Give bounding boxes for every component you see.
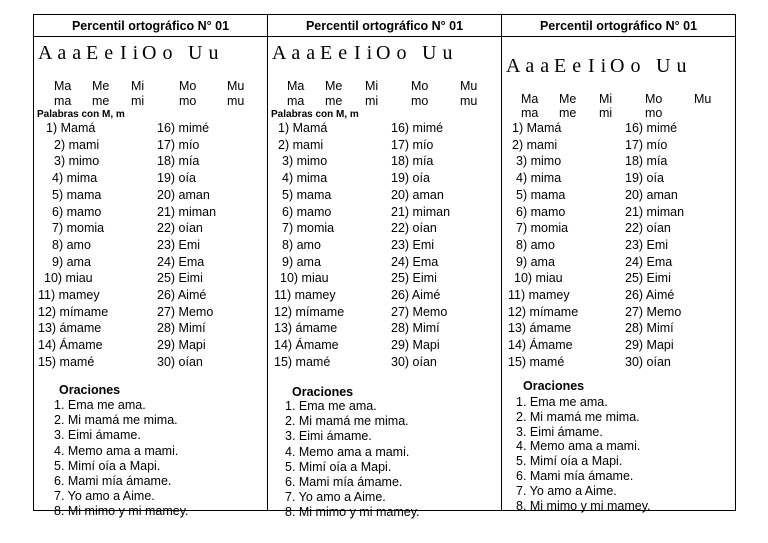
- title-divider: [34, 36, 267, 37]
- card-column-1: [34, 15, 267, 519]
- syllable: mo: [645, 106, 663, 120]
- word-item: 17) mío: [157, 137, 200, 152]
- word-item: 10) miau: [514, 271, 563, 286]
- vowel-pair: O o: [142, 42, 173, 64]
- syllable: Mu: [227, 79, 245, 93]
- sentence-item: 8. Mi mimo y mi mamey.: [285, 505, 420, 520]
- vowel-pair: E e: [86, 42, 114, 64]
- word-item: 20) aman: [625, 187, 678, 202]
- sentence-item: 4. Memo ama a mami.: [54, 443, 179, 458]
- word-item: 1) Mamá: [278, 121, 328, 135]
- vowel-pair: A a a: [38, 42, 82, 64]
- word-item: 4) mima: [52, 171, 98, 186]
- syllable: Me: [92, 79, 110, 93]
- word-item: 5) mama: [282, 187, 332, 202]
- word-item: 11) mamey: [38, 288, 100, 302]
- word-item: 8) amo: [516, 237, 555, 252]
- sentence-item: 4. Memo ama a mami.: [516, 439, 641, 454]
- word-item: 15) mamé: [274, 354, 331, 369]
- word-item: 14) Ámame: [508, 338, 573, 353]
- sentence-item: 7. Yo amo a Aime.: [54, 489, 155, 504]
- word-item: 25) Eimi: [391, 271, 437, 286]
- word-item: 24) Ema: [157, 254, 205, 269]
- syllable: Ma: [287, 79, 305, 93]
- sentence-item: 2. Mi mamá me mima.: [285, 414, 409, 429]
- word-item: 6) mamo: [282, 204, 332, 219]
- sentence-item: 3. Eimi ámame.: [54, 428, 141, 443]
- word-item: 29) Mapi: [391, 338, 440, 353]
- vowel-pair: U u: [188, 42, 219, 64]
- syllable: mu: [460, 94, 478, 108]
- word-item: 3) mimo: [282, 154, 328, 169]
- sentence-item: 5. Mimí oía a Mapi.: [285, 459, 392, 474]
- syllable: ma: [287, 94, 305, 108]
- sentence-item: 2. Mi mamá me mima.: [516, 409, 640, 424]
- sentences-heading: Oraciones: [292, 385, 354, 399]
- word-item: 10) miau: [280, 271, 329, 286]
- syllable: mi: [599, 106, 613, 120]
- word-item: 6) mamo: [516, 204, 566, 219]
- word-item: 16) mimé: [625, 121, 678, 135]
- word-item: 25) Eimi: [625, 271, 671, 286]
- sentence-item: 6. Mami mía ámame.: [516, 469, 634, 483]
- title-divider: [502, 36, 735, 37]
- card-column-2: [267, 15, 501, 520]
- sentence-item: 5. Mimí oía a Mapi.: [516, 454, 623, 469]
- word-item: 21) miman: [391, 204, 451, 219]
- word-item: 2) mami: [54, 137, 100, 152]
- sentence-item: 3. Eimi ámame.: [285, 429, 372, 444]
- word-item: 26) Aimé: [157, 288, 207, 302]
- word-item: 13) ámame: [38, 321, 102, 336]
- syllable: Me: [325, 79, 343, 93]
- word-item: 22) oían: [625, 221, 671, 236]
- word-item: 16) mimé: [391, 121, 444, 135]
- word-item: 24) Ema: [625, 254, 673, 269]
- syllable: Mi: [365, 79, 379, 93]
- word-item: 7) momia: [516, 221, 569, 236]
- syllable: ma: [54, 94, 72, 108]
- word-item: 15) mamé: [508, 354, 565, 369]
- card-title: Percentil ortográfico N° 01: [539, 19, 698, 33]
- word-item: 28) Mimí: [625, 321, 674, 336]
- word-item: 29) Mapi: [625, 338, 674, 353]
- word-item: 1) Mamá: [512, 121, 562, 135]
- card-title: Percentil ortográfico N° 01: [305, 19, 464, 33]
- vowel-pair: I i: [588, 55, 607, 77]
- syllable: Mo: [645, 92, 663, 106]
- word-item: 8) amo: [52, 237, 91, 252]
- word-item: 20) aman: [157, 187, 210, 202]
- sentences-heading: Oraciones: [523, 379, 585, 393]
- syllable: mu: [227, 94, 245, 108]
- sentence-item: 5. Mimí oía a Mapi.: [54, 458, 161, 473]
- word-item: 25) Eimi: [157, 271, 203, 286]
- word-item: 27) Memo: [157, 304, 214, 319]
- words-heading: Palabras con M, m: [271, 109, 359, 120]
- card-title: Percentil ortográfico N° 01: [71, 19, 230, 33]
- sentence-item: 6. Mami mía ámame.: [285, 475, 403, 489]
- word-item: 9) ama: [52, 254, 91, 269]
- sentence-item: 7. Yo amo a Aime.: [285, 490, 386, 505]
- word-item: 23) Emi: [157, 237, 201, 252]
- word-item: 12) mímame: [274, 304, 345, 319]
- sentence-item: 7. Yo amo a Aime.: [516, 483, 617, 498]
- word-item: 7) momia: [282, 221, 335, 236]
- sentence-item: 1. Ema me ama.: [54, 398, 146, 412]
- sentences-heading: Oraciones: [59, 383, 121, 397]
- word-item: 11) mamey: [508, 288, 570, 302]
- word-item: 17) mío: [391, 137, 434, 152]
- word-item: 13) ámame: [508, 321, 572, 336]
- word-item: 23) Emi: [391, 237, 435, 252]
- syllable: Mo: [411, 79, 429, 93]
- word-item: 19) oía: [157, 171, 196, 186]
- syllable: Ma: [521, 92, 539, 106]
- word-item: 22) oían: [157, 221, 203, 236]
- sentence-item: 8. Mi mimo y mi mamey.: [516, 498, 651, 513]
- word-item: 8) amo: [282, 237, 321, 252]
- word-item: 3) mimo: [54, 154, 100, 169]
- sentence-item: 1. Ema me ama.: [516, 395, 608, 409]
- word-item: 17) mío: [625, 137, 668, 152]
- worksheet: [33, 14, 736, 520]
- word-item: 9) ama: [516, 254, 555, 269]
- word-item: 29) Mapi: [157, 338, 206, 353]
- sentence-item: 6. Mami mía ámame.: [54, 474, 172, 488]
- word-item: 30) oían: [391, 354, 437, 369]
- word-item: 18) mía: [157, 154, 200, 169]
- syllable: ma: [521, 106, 539, 120]
- word-item: 15) mamé: [38, 354, 95, 369]
- word-item: 19) oía: [625, 171, 664, 186]
- word-item: 18) mía: [391, 154, 434, 169]
- syllable: Mo: [179, 79, 197, 93]
- word-item: 18) mía: [625, 154, 668, 169]
- vowel-pair: I i: [120, 42, 139, 64]
- word-item: 20) aman: [391, 187, 444, 202]
- card-column-3: [501, 15, 735, 513]
- syllable: me: [92, 94, 110, 108]
- syllable: Me: [559, 92, 577, 106]
- word-item: 21) miman: [625, 204, 685, 219]
- word-item: 12) mímame: [38, 304, 109, 319]
- sentence-item: 3. Eimi ámame.: [516, 424, 603, 439]
- word-item: 27) Memo: [625, 304, 682, 319]
- vowel-pair: A a a: [506, 55, 550, 77]
- word-item: 21) miman: [157, 204, 217, 219]
- word-item: 2) mami: [512, 137, 558, 152]
- syllable: mi: [131, 94, 145, 108]
- syllable: Mi: [599, 92, 613, 106]
- syllable: Mu: [460, 79, 478, 93]
- vowel-pair: O o: [376, 42, 407, 64]
- word-item: 14) Ámame: [38, 338, 103, 353]
- word-item: 4) mima: [516, 171, 562, 186]
- syllable: mo: [411, 94, 429, 108]
- word-item: 12) mímame: [508, 304, 579, 319]
- word-item: 26) Aimé: [625, 288, 675, 302]
- vowel-pair: I i: [354, 42, 373, 64]
- word-item: 16) mimé: [157, 121, 210, 135]
- syllable: Mu: [694, 92, 712, 106]
- word-item: 11) mamey: [274, 288, 336, 302]
- word-item: 27) Memo: [391, 304, 448, 319]
- word-item: 22) oían: [391, 221, 437, 236]
- word-item: 5) mama: [52, 187, 102, 202]
- word-item: 10) miau: [44, 271, 93, 286]
- sentence-item: 1. Ema me ama.: [285, 399, 377, 413]
- word-item: 23) Emi: [625, 237, 669, 252]
- vowel-pair: U u: [656, 55, 687, 77]
- syllable: Mi: [131, 79, 145, 93]
- word-item: 19) oía: [391, 171, 430, 186]
- word-item: 13) ámame: [274, 321, 338, 336]
- word-item: 24) Ema: [391, 254, 439, 269]
- word-item: 9) ama: [282, 254, 321, 269]
- word-item: 4) mima: [282, 171, 328, 186]
- syllable: me: [325, 94, 343, 108]
- syllable: mi: [365, 94, 379, 108]
- sentence-item: 4. Memo ama a mami.: [285, 444, 410, 459]
- word-item: 1) Mamá: [46, 121, 96, 135]
- sentence-item: 2. Mi mamá me mima.: [54, 413, 178, 428]
- word-item: 5) mama: [516, 187, 566, 202]
- syllable: Ma: [54, 79, 72, 93]
- vowel-pair: A a a: [272, 42, 316, 64]
- word-item: 6) mamo: [52, 204, 102, 219]
- vowel-pair: E e: [320, 42, 348, 64]
- word-item: 30) oían: [625, 354, 671, 369]
- word-item: 7) momia: [52, 221, 105, 236]
- title-divider: [268, 36, 501, 37]
- syllable: mo: [179, 94, 197, 108]
- syllable: me: [559, 106, 577, 120]
- word-item: 28) Mimí: [157, 321, 206, 336]
- word-item: 26) Aimé: [391, 288, 441, 302]
- sentence-item: 8. Mi mimo y mi mamey.: [54, 504, 189, 519]
- words-heading: Palabras con M, m: [37, 109, 125, 120]
- word-item: 2) mami: [278, 137, 324, 152]
- word-item: 14) Ámame: [274, 338, 339, 353]
- word-item: 28) Mimí: [391, 321, 440, 336]
- vowel-pair: U u: [422, 42, 453, 64]
- vowel-pair: O o: [610, 55, 641, 77]
- word-item: 3) mimo: [516, 154, 562, 169]
- word-item: 30) oían: [157, 354, 203, 369]
- vowel-pair: E e: [554, 55, 582, 77]
